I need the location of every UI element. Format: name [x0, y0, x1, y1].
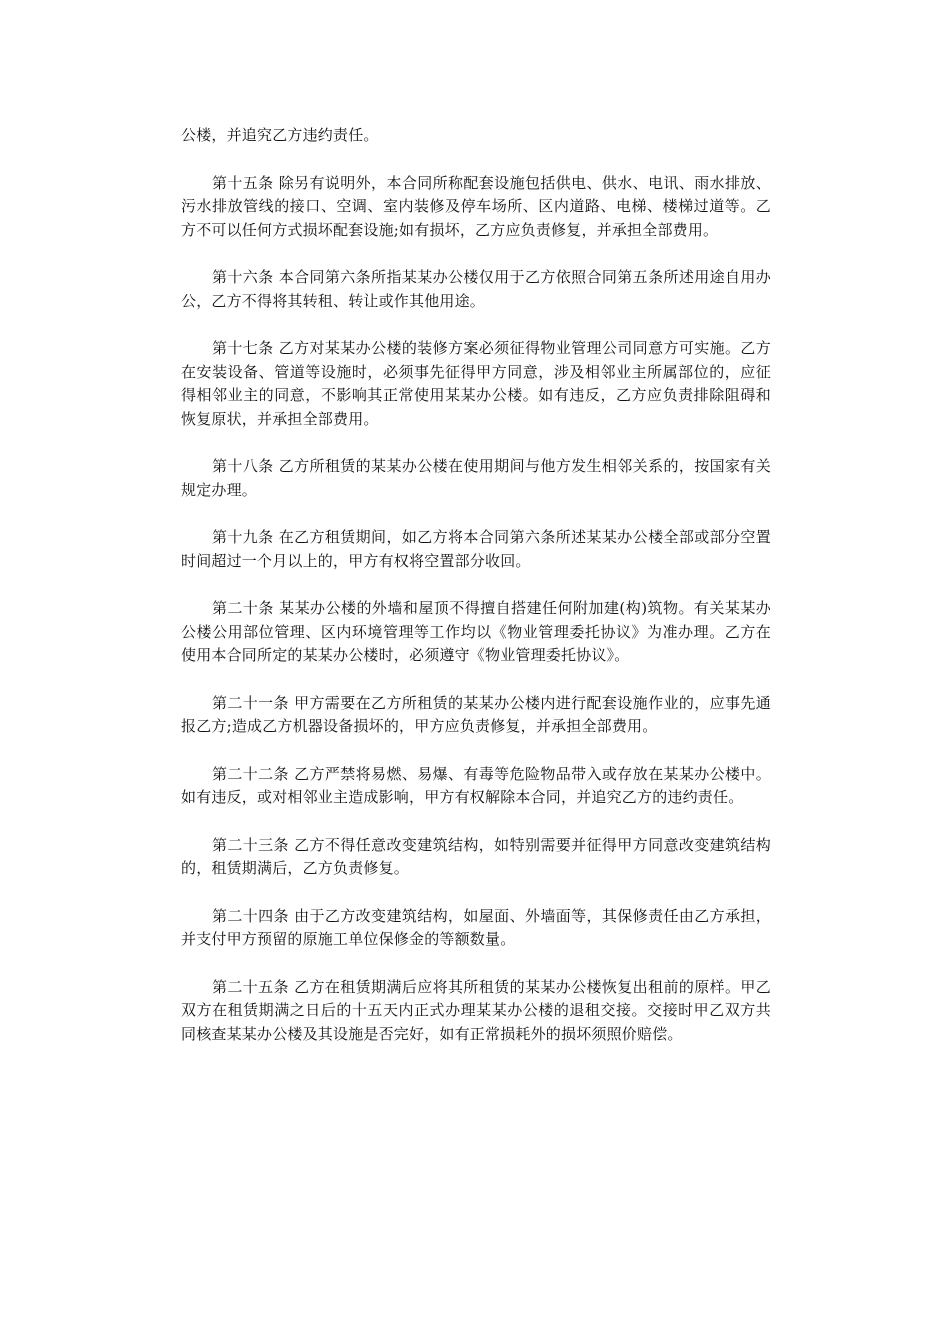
- paragraph-article-22: 第二十二条 乙方严禁将易燃、易爆、有毒等危险物品带入或存放在某某办公楼中。如有违反，或对相邻业主造成影响，甲方有权解除本合同，并追究乙方的违约责任。: [181, 764, 771, 806]
- paragraph-article-16: 第十六条 本合同第六条所指某某办公楼仅用于乙方依照合同第五条所述用途自用办公，乙方不得将其转租、转让或作其他用途。: [181, 268, 771, 310]
- paragraph-article-23: 第二十三条 乙方不得任意改变建筑结构，如特别需要并征得甲方同意改变建筑结构的，租赁期满后，乙方负责修复。: [181, 835, 771, 877]
- paragraph-article-19: 第十九条 在乙方租赁期间，如乙方将本合同第六条所述某某办公楼全部或部分空置时间超过一个月以上的，甲方有权将空置部分收回。: [181, 528, 771, 570]
- paragraph-article-17: 第十七条 乙方对某某办公楼的装修方案必须征得物业管理公司同意方可实施。乙方在安装设备、管道等设施时，必须事先征得甲方同意，涉及相邻业主所属部位的，应征得相邻业主的同意，不影响其正常使用某某办公楼。如有违反，乙方应负责排除阻碍和恢复原状，并承担全部费用。: [181, 339, 771, 428]
- paragraph-continuation: 公楼，并追究乙方违约责任。: [181, 126, 379, 144]
- paragraph-article-20: 第二十条 某某办公楼的外墙和屋顶不得擅自搭建任何附加建(构)筑物。有关某某办公楼公用部位管理、区内环境管理等工作均以《物业管理委托协议》为准办理。乙方在使用本合同所定的某某办公楼时，必须遵守《物业管理委托协议》。: [181, 599, 771, 664]
- paragraph-article-15: 第十五条 除另有说明外，本合同所称配套设施包括供电、供水、电讯、雨水排放、污水排放管线的接口、空调、室内装修及停车场所、区内道路、电梯、楼梯过道等。乙方不可以任何方式损坏配套设施;如有损坏，乙方应负责修复，并承担全部费用。: [181, 173, 771, 239]
- paragraph-article-24: 第二十四条 由于乙方改变建筑结构，如屋面、外墙面等，其保修责任由乙方承担，并支付甲方预留的原施工单位保修金的等额数量。: [181, 906, 771, 948]
- paragraph-article-21: 第二十一条 甲方需要在乙方所租赁的某某办公楼内进行配套设施作业的，应事先通报乙方;造成乙方机器设备损坏的，甲方应负责修复，并承担全部费用。: [181, 693, 771, 735]
- paragraph-article-25: 第二十五条 乙方在租赁期满后应将其所租赁的某某办公楼恢复出租前的原样。甲乙双方在租赁期满之日后的十五天内正式办理某某办公楼的退租交接。交接时甲乙双方共同核查某某办公楼及其设施是否完好，如有正常损耗外的损坏须照价赔偿。: [181, 977, 771, 1043]
- document-page: [181, 124, 771, 1046]
- paragraph-article-18: 第十八条 乙方所租赁的某某办公楼在使用期间与他方发生相邻关系的，按国家有关规定办理。: [181, 457, 771, 499]
